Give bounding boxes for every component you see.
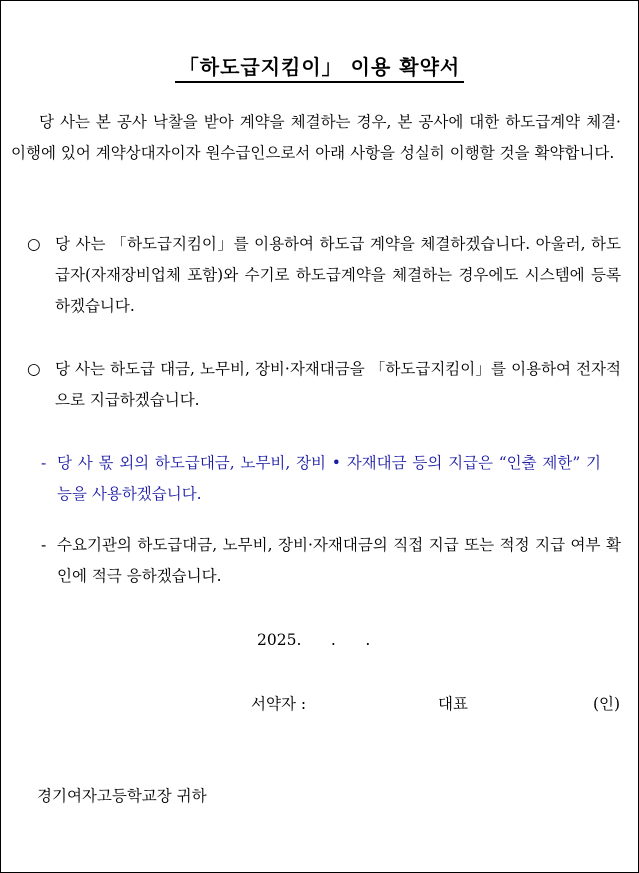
circle-bullet-icon: ○	[27, 360, 41, 378]
date-line: 2025. . .	[257, 631, 371, 649]
circle-bullet-icon: ○	[27, 235, 41, 253]
sub-item-1-text: 당 사 몫 외의 하도급대금, 노무비, 장비 • 자재대금 등의 지급은 “인출 제한” 기능을 사용하겠습니다.	[57, 454, 601, 503]
seal-mark: (인)	[593, 695, 621, 713]
pledge-item-2	[27, 354, 621, 419]
document-title-text: 「하도급지킴이」 이용 확약서	[175, 55, 464, 83]
pledge-item-2-text: 당 사는 하도급 대금, 노무비, 장비·자재대금을 「하도급지킴이」를 이용하여 전자적으로 지급하겠습니다.	[55, 360, 621, 409]
intro-paragraph: 당 사는 본 공사 낙찰을 받아 계약을 체결하는 경우, 본 공사에 대한 하도급계약 체결·이행에 있어 계약상대자이자 원수급인으로서 아래 사항을 성실히 이행할 것을 확약합니다.	[11, 113, 621, 162]
pledge-item-1	[27, 229, 621, 324]
addressee: 경기여자고등학교장 귀하	[37, 787, 207, 805]
sub-item-1	[41, 448, 601, 513]
sub-item-2	[41, 530, 621, 595]
sub-item-2-text: 수요기관의 하도급대금, 노무비, 장비·자재대금의 직접 지급 또는 적정 지급 여부 확인에 적극 응하겠습니다.	[57, 536, 621, 585]
document-title	[1, 51, 638, 80]
dash-bullet-icon: -	[41, 454, 47, 472]
representative-label: 대표	[438, 695, 468, 713]
signer-label: 서약자 :	[251, 695, 307, 713]
dash-bullet-icon: -	[41, 536, 47, 554]
pledge-item-1-text: 당 사는 「하도급지킴이」를 이용하여 하도급 계약을 체결하겠습니다. 아울러, 하도급자(자재장비업체 포함)와 수기로 하도급계약을 체결하는 경우에도 시스템에 등록하겠습니다.	[55, 235, 621, 315]
